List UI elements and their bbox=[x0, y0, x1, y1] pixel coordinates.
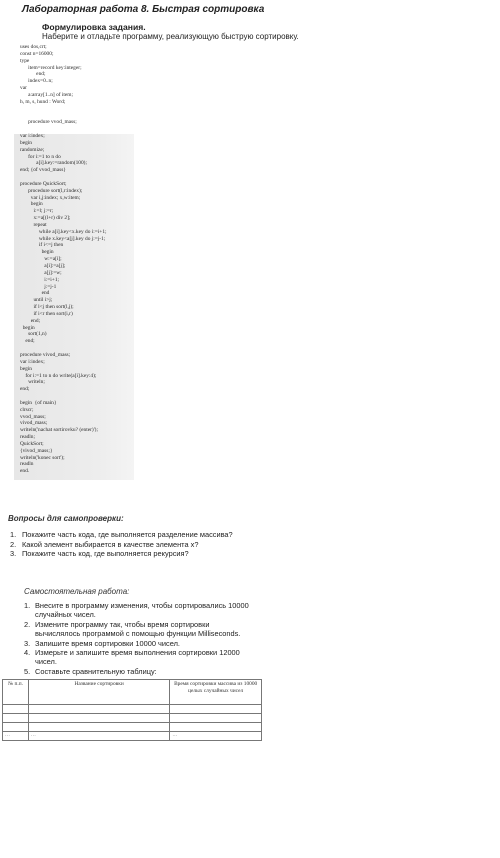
code-line: QuickSort; bbox=[20, 440, 44, 447]
code-line: vvod_mass; bbox=[20, 413, 46, 420]
code-line: w:=a[i]; bbox=[20, 256, 62, 263]
table-cell: … bbox=[28, 732, 169, 741]
table-cell bbox=[28, 714, 169, 723]
table-row bbox=[3, 723, 262, 732]
code-line: repeat bbox=[20, 221, 47, 228]
code-line: end. bbox=[20, 468, 30, 475]
table-cell bbox=[28, 705, 169, 714]
pascal-code-listing bbox=[20, 44, 107, 475]
code-line: clrscr; bbox=[20, 406, 34, 413]
code-line: sort(1,n) bbox=[20, 331, 47, 338]
code-line: until i>j; bbox=[20, 297, 53, 304]
column-header-number: № п.п. bbox=[3, 680, 29, 705]
table-cell bbox=[170, 714, 262, 723]
code-line: readln bbox=[20, 461, 34, 468]
code-line: end; bbox=[20, 338, 35, 345]
code-line: vivod_mass; bbox=[20, 420, 48, 427]
questions-list bbox=[10, 530, 233, 559]
code-line: begin bbox=[20, 139, 32, 146]
code-line: procedure sort(l,r:index); bbox=[20, 187, 83, 194]
code-line bbox=[20, 174, 107, 181]
code-line: {vivod_mass;} bbox=[20, 447, 53, 454]
code-line: var bbox=[20, 85, 27, 92]
code-line: a[j]:=w; bbox=[20, 269, 62, 276]
code-line: if i<r then sort(i,r) bbox=[20, 310, 73, 317]
code-line: begin bbox=[20, 249, 54, 256]
self-work-item: 4. Измерьте и запишите время выполнения сортировки 12000 чисел. bbox=[24, 648, 240, 667]
comparison-table bbox=[2, 679, 262, 741]
question-item: 2. Какой элемент выбирается в качестве элемента х? bbox=[10, 539, 199, 549]
code-line bbox=[20, 126, 107, 133]
code-line: end bbox=[20, 290, 50, 297]
code-line: if i<=j then bbox=[20, 242, 64, 249]
table-cell bbox=[3, 714, 29, 723]
table-row bbox=[3, 705, 262, 714]
table-cell bbox=[3, 723, 29, 732]
table-cell bbox=[28, 723, 169, 732]
code-line: writeln; bbox=[20, 379, 45, 386]
code-line: var i:index; bbox=[20, 132, 45, 139]
lab-title: Лабораторная работа 8. Быстрая сортировка bbox=[22, 4, 265, 15]
questions-heading: Вопросы для самопроверки: bbox=[8, 514, 124, 523]
table-row bbox=[3, 732, 262, 741]
code-line: while a[i].key<x.key do i:=i+1; bbox=[20, 228, 107, 235]
self-work-item: 3. Запишите время сортировки 10000 чисел. bbox=[24, 638, 180, 648]
code-line: procedure vivod_mass; bbox=[20, 351, 71, 358]
code-line: randomize; bbox=[20, 146, 45, 153]
code-line: begin bbox=[20, 365, 32, 372]
self-work-item: 1. Внесите в программу изменения, чтобы сортировались 10000 случайных чисел. bbox=[24, 601, 249, 620]
question-item: 3. Покажите часть код, где выполняется рекурсия? bbox=[10, 549, 189, 559]
self-work-item: 2. Измените программу так, чтобы время сортировки вычислялось программой с помощью функции Milliseconds. bbox=[24, 619, 241, 639]
code-line: begin bbox=[20, 201, 43, 208]
code-line: procedure QuickSort; bbox=[20, 180, 67, 187]
code-line: for i:=1 to n do write(a[i].key:4); bbox=[20, 372, 97, 379]
code-line: var i:index; bbox=[20, 358, 45, 365]
task-text: Наберите и отладьте программу, реализующую быструю сортировку. bbox=[42, 32, 299, 41]
code-line: i:=i+1; bbox=[20, 276, 60, 283]
code-line bbox=[20, 112, 107, 119]
self-work-item: 5. Составьте сравнительную таблицу: bbox=[24, 666, 157, 676]
code-line: procedure vvod_mass; bbox=[20, 119, 77, 126]
code-line: a[i]:=a[j]; bbox=[20, 263, 66, 269]
code-line: begin {of main} bbox=[20, 399, 57, 406]
self-work-list bbox=[24, 601, 254, 676]
table-cell bbox=[170, 705, 262, 714]
code-line: item=record key:integer; bbox=[20, 64, 82, 71]
table-header-row bbox=[3, 680, 262, 705]
code-line: a[i].key:=random(100); bbox=[20, 160, 87, 167]
code-line bbox=[20, 393, 107, 400]
column-header-sort-name: Название сортировки bbox=[28, 680, 169, 705]
code-line: writeln('konec sort'); bbox=[20, 454, 65, 461]
question-item: 1. Покажите часть кода, где выполняется разделение массива? bbox=[10, 530, 233, 539]
code-line: readln; bbox=[20, 434, 35, 441]
code-line: x:=a[(l+r) div 2]; bbox=[20, 215, 71, 222]
code-line: var i,j:index; x,w:item; bbox=[20, 194, 81, 201]
column-header-sort-time: Время сортировки массива из 10000 целых случайных чисел bbox=[170, 680, 262, 705]
code-line: j:=j-1 bbox=[20, 283, 57, 290]
code-line: end; bbox=[20, 71, 46, 78]
code-line: h, m, s, hund : Word; bbox=[20, 98, 66, 105]
table-row bbox=[3, 714, 262, 723]
code-line bbox=[20, 106, 107, 113]
code-line bbox=[20, 345, 107, 352]
code-line: i:=l; j:=r; bbox=[20, 208, 54, 215]
table-cell bbox=[170, 723, 262, 732]
code-line: uses dos,crt; bbox=[20, 44, 47, 50]
self-work-heading: Самостоятельная работа: bbox=[24, 587, 130, 596]
code-line: for i:=1 to n do bbox=[20, 153, 61, 160]
code-line: end; bbox=[20, 386, 30, 393]
code-line: writeln('nachat sortirovku? (enter)'); bbox=[20, 427, 98, 434]
task-heading: Формулировка задания. bbox=[42, 22, 146, 32]
code-line: end; {of vvod_mass} bbox=[20, 167, 66, 174]
code-line: if l<j then sort(l,j); bbox=[20, 304, 74, 311]
table-cell bbox=[3, 705, 29, 714]
code-line: while x.key<a[j].key do j:=j-1; bbox=[20, 235, 106, 242]
code-line: begin bbox=[20, 324, 35, 331]
table-cell: … bbox=[170, 732, 262, 741]
table-cell: … bbox=[3, 732, 29, 741]
code-line: a:array[1..n] of item; bbox=[20, 91, 73, 98]
code-line: const n=16000; bbox=[20, 50, 54, 57]
code-line: index=0..n; bbox=[20, 78, 53, 85]
code-line: type bbox=[20, 57, 30, 64]
code-line: end; bbox=[20, 317, 41, 324]
